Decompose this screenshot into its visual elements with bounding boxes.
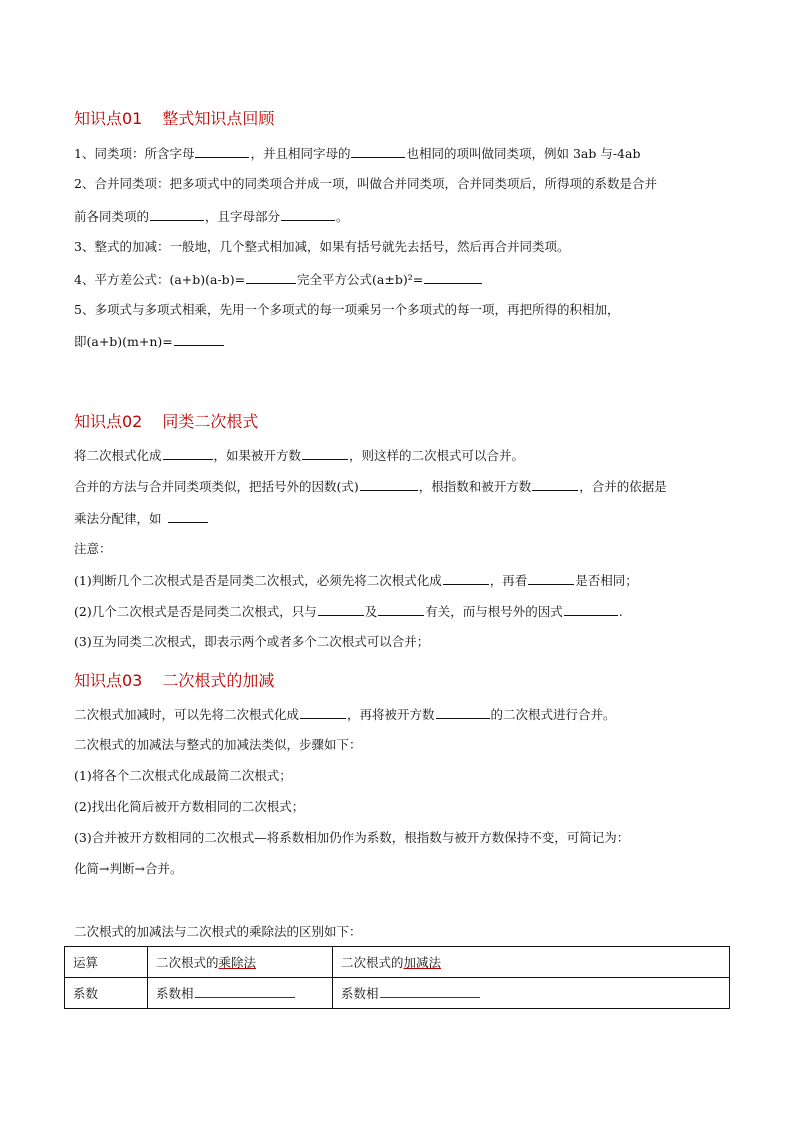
fill-blank[interactable]	[564, 603, 618, 616]
text: 前各同类项的	[74, 209, 150, 224]
s2-line-2	[74, 478, 667, 495]
section-title: 同类二次根式	[162, 412, 259, 431]
fill-blank[interactable]	[424, 271, 482, 284]
fill-blank[interactable]	[195, 985, 295, 998]
text: ，且字母部分	[205, 209, 281, 224]
text: 。	[336, 209, 349, 224]
text: 系数相	[341, 986, 379, 1001]
text: 二次根式加减时，可以先将二次根式化成	[74, 707, 300, 722]
section-number: 知识点03	[74, 671, 143, 690]
text: 也相同的项叫做同类项，例如 3ab 与-4ab	[406, 146, 641, 161]
table-row	[65, 978, 730, 1009]
fill-blank[interactable]	[318, 603, 364, 616]
text: 即(a+b)(m+n)=	[74, 334, 173, 349]
fill-blank[interactable]	[246, 271, 296, 284]
s3-line-1	[74, 706, 616, 723]
s1-line-3: 3、整式的加减：一般地，几个整式相加减，如果有括号就先去括号，然后再合并同类项。	[74, 239, 570, 254]
s2-note-3: (3)互为同类二次根式，即表示两个或者多个二次根式可以合并；	[74, 634, 430, 649]
fill-blank[interactable]	[150, 208, 204, 221]
fill-blank[interactable]	[281, 208, 335, 221]
text: 1、同类项：所含字母	[74, 146, 195, 161]
s3-summary: 化简→判断→合并。	[74, 861, 183, 876]
s2-line-1	[74, 447, 524, 464]
s1-line-2b	[74, 208, 349, 225]
section-number: 知识点02	[74, 412, 143, 431]
text: 是否相同；	[575, 573, 638, 588]
fill-blank[interactable]	[443, 572, 489, 585]
text: ，再将被开方数	[347, 707, 435, 722]
s2-note-label: 注意：	[74, 541, 112, 556]
table-row	[65, 947, 730, 978]
s2-note-1	[74, 572, 638, 589]
fill-blank[interactable]	[378, 603, 424, 616]
text: (1)判断几个二次根式是否是同类二次根式，必须先将二次根式化成	[74, 573, 442, 588]
comparison-table	[64, 946, 730, 1009]
s1-line-5: 5、多项式与多项式相乘，先用一个多项式的每一项乘另一个多项式的每一项，再把所得的积相加，	[74, 302, 620, 317]
s1-line-2: 2、合并同类项：把多项式中的同类项合并成一项，叫做合并同类项，合并同类项后，所得项的系数是合并	[74, 176, 657, 191]
s3-step-3: (3)合并被开方数相同的二次根式—将系数相加仍作为系数，根指数与被开方数保持不变，可简记为：	[74, 830, 630, 845]
text: 4、平方差公式：(a+b)(a-b)=	[74, 272, 246, 287]
fill-blank[interactable]	[380, 985, 480, 998]
text: 将二次根式化成	[74, 448, 162, 463]
text: ，并且相同字母的	[250, 146, 351, 161]
table-header-cell	[333, 947, 730, 978]
text: ，如果被开方数	[213, 448, 302, 463]
fill-blank[interactable]	[436, 706, 490, 719]
fill-blank[interactable]	[174, 333, 224, 346]
s3-table-intro: 二次根式的加减法与二次根式的乘除法的区别如下：	[74, 924, 362, 939]
text: ，根指数和被开方数	[418, 479, 532, 494]
text: 加减法	[403, 955, 442, 970]
text: 乘法分配律，如	[74, 511, 162, 526]
text: ，再看	[489, 573, 528, 588]
text: 系数相	[156, 986, 194, 1001]
fill-blank[interactable]	[302, 447, 348, 460]
table-cell	[333, 978, 730, 1009]
section-number: 知识点01	[74, 109, 143, 128]
text: (2)几个二次根式是否是同类二次根式，只与	[74, 604, 317, 619]
text: .	[618, 604, 623, 619]
section-3-heading	[74, 668, 274, 691]
table-cell	[148, 978, 333, 1009]
fill-blank[interactable]	[360, 478, 418, 491]
text: 乘除法	[218, 955, 257, 970]
fill-blank[interactable]	[300, 706, 346, 719]
fill-blank[interactable]	[528, 572, 574, 585]
section-2-heading	[74, 409, 258, 432]
table-cell: 系数	[65, 978, 148, 1009]
section-title: 二次根式的加减	[162, 671, 275, 690]
text: ，合并的依据是	[579, 479, 667, 494]
s2-line-3	[74, 510, 209, 527]
fill-blank[interactable]	[532, 478, 578, 491]
s1-line-4	[74, 271, 483, 288]
text: 完全平方公式(a±b)²=	[297, 272, 424, 287]
s3-line-2: 二次根式的加减法与整式的加减法类似，步骤如下：	[74, 737, 362, 752]
table-header-cell: 运算	[65, 947, 148, 978]
s3-step-1: (1)将各个二次根式化成最简二次根式；	[74, 768, 292, 783]
text: 及	[364, 604, 378, 619]
fill-blank[interactable]	[163, 447, 213, 460]
fill-blank[interactable]	[351, 145, 405, 158]
s1-line-1	[74, 145, 640, 162]
text: 的二次根式进行合并。	[490, 707, 616, 722]
s1-line-5b	[74, 333, 225, 350]
fill-blank[interactable]	[195, 145, 249, 158]
table-header-cell	[148, 947, 333, 978]
text: 有关，而与根号外的因式	[425, 604, 563, 619]
fill-blank[interactable]	[168, 510, 208, 523]
text: 二次根式的	[156, 955, 219, 970]
section-1-heading	[74, 106, 274, 129]
s2-note-2	[74, 603, 623, 620]
text: 二次根式的	[341, 955, 404, 970]
s3-step-2: (2)找出化简后被开方数相同的二次根式；	[74, 799, 305, 814]
text: ，则这样的二次根式可以合并。	[349, 448, 525, 463]
section-title: 整式知识点回顾	[162, 109, 275, 128]
text: 合并的方法与合并同类项类似，把括号外的因数(式)	[74, 479, 359, 494]
